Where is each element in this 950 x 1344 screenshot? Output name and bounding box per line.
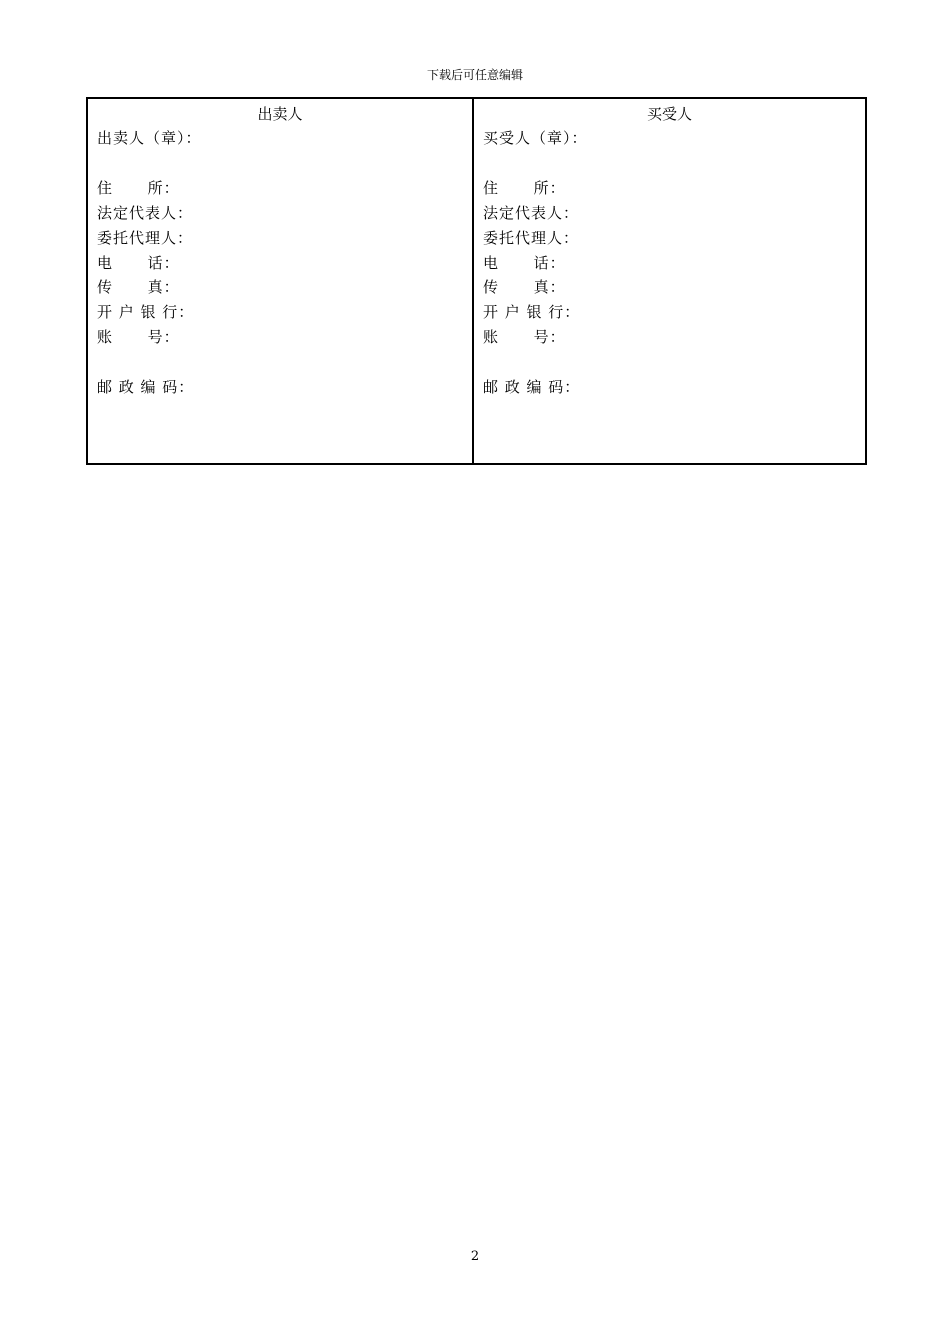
seller-account-field: 账 号： [97,328,180,346]
buyer-bank-field: 开 户 银 行： [483,303,581,321]
buyer-postcode-field: 邮 政 编 码： [483,378,581,396]
buyer-address-field: 住 所： [483,179,566,197]
seller-agent-field: 委托代理人： [97,229,194,247]
seller-column [88,99,474,463]
signature-table [86,97,867,465]
buyer-phone-field: 电 话： [483,254,566,272]
buyer-column [474,99,865,463]
buyer-account-field: 账 号： [483,328,566,346]
buyer-fax-field: 传 真： [483,278,566,296]
seller-seal-field: 出卖人（章）： [97,129,202,147]
seller-address-field: 住 所： [97,179,180,197]
buyer-legal-rep-field: 法定代表人： [483,204,580,222]
seller-title: 出卖人 [257,105,303,123]
seller-postcode-field: 邮 政 编 码： [97,378,195,396]
buyer-seal-field: 买受人（章）： [483,129,588,147]
buyer-title: 买受人 [646,105,692,123]
seller-bank-field: 开 户 银 行： [97,303,195,321]
seller-fax-field: 传 真： [97,278,180,296]
buyer-agent-field: 委托代理人： [483,229,580,247]
seller-phone-field: 电 话： [97,254,180,272]
page-number: 2 [470,1249,480,1264]
seller-legal-rep-field: 法定代表人： [97,204,194,222]
page-header: 下载后可任意编辑 [426,68,523,82]
